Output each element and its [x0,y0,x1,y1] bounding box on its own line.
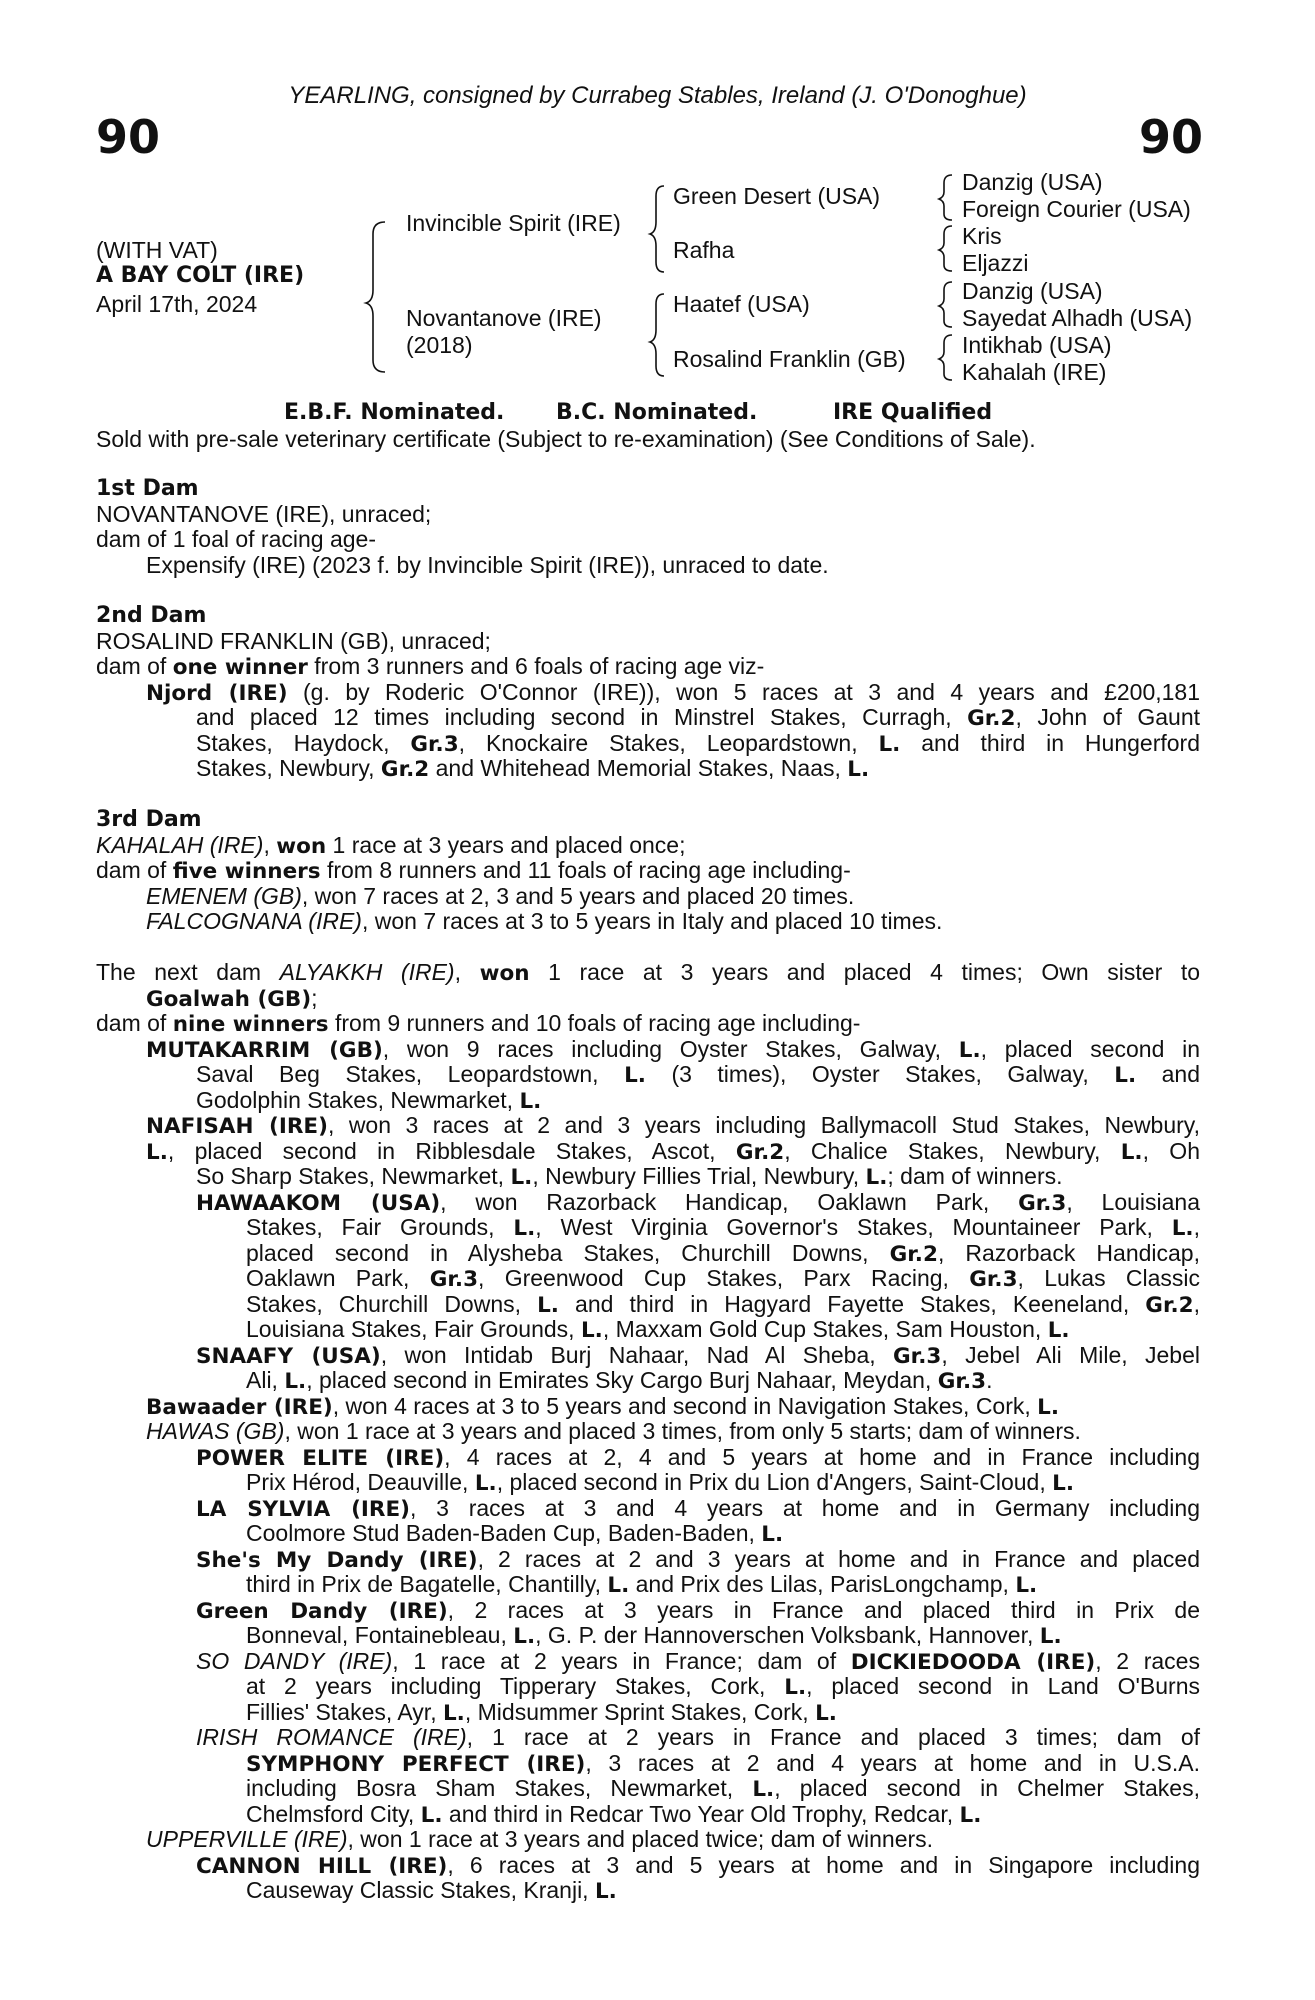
pedigree-sss: Danzig (USA) [962,169,1103,195]
shes-my-dandy-entry-2: third in Prix de Bagatelle, Chantilly, L. and Prix des Lilas, ParisLongchamp, L. [246,1571,1038,1598]
pedigree-sdd: Eljazzi [962,250,1029,276]
hawaakom-entry-5: Stakes, Churchill Downs, L. and third in Hagyard Fayette Stakes, Keeneland, Gr.2, [246,1290,1200,1318]
next-dam-produce-intro: dam of nine winners from 9 runners and 10 foals of racing age including- [96,1010,861,1037]
pedigree-dds: Intikhab (USA) [962,332,1112,358]
lot-number-left: 90 [96,110,161,164]
hawaakom-entry: HAWAAKOM (USA), won Razorback Handicap, Oaklawn Park, Gr.3, Louisiana [196,1188,1201,1216]
pedigree-dam-sire: Haatef (USA) [673,291,810,317]
foaling-date: April 17th, 2024 [96,291,258,317]
so-dandy-entry-3: Fillies' Stakes, Ayr, L., Midsummer Sprint Stakes, Cork, L. [246,1698,837,1726]
first-dam-section [96,476,1200,578]
mutakarrim-entry-3: Godolphin Stakes, Newmarket, L. [196,1086,542,1114]
hawas-entry: HAWAS (GB), won 1 race at 3 years and placed 3 times, from only 5 starts; dam of winners. [146,1418,1081,1444]
hawaakom-entry-6: Louisiana Stakes, Fair Grounds, L., Maxxam Gold Cup Stakes, Sam Houston, L. [246,1316,1070,1343]
pedigree-dss: Danzig (USA) [962,278,1103,304]
pedigree-sire-sire: Green Desert (USA) [673,183,881,209]
upperville-entry: UPPERVILLE (IRE), won 1 race at 3 years and placed twice; dam of winners. [146,1826,934,1852]
pedigree-sire: Invincible Spirit (IRE) [406,210,621,236]
second-dam-line: ROSALIND FRANKLIN (GB), unraced; [96,627,491,654]
nafisah-entry-2: L., placed second in Ribblesdale Stakes, Ascot, Gr.2, Chalice Stakes, Newbury, L., Oh [146,1137,1200,1165]
second-dam-section [96,603,1200,782]
pedigree-ddd: Kahalah (IRE) [962,359,1107,385]
nafisah-entry: NAFISAH (IRE), won 3 races at 2 and 3 years including Ballymacoll Stud Stakes, Newbury, [146,1112,1200,1139]
third-dam-section [96,807,1200,935]
first-dam-produce-intro: dam of 1 foal of racing age- [96,526,376,552]
irish-romance-entry-4: Chelmsford City, L. and third in Redcar Two Year Old Trophy, Redcar, L. [246,1800,982,1828]
njord-entry-4: Stakes, Newbury, Gr.2 and Whitehead Memorial Stakes, Naas, L. [196,755,870,782]
falcognana-entry: FALCOGNANA (IRE), won 7 races at 3 to 5 years in Italy and placed 10 times. [146,908,943,934]
nafisah-entry-3: So Sharp Stakes, Newmarket, L., Newbury Fillies Trial, Newbury, L.; dam of winners. [196,1163,1063,1190]
second-dam-produce-intro: dam of one winner from 3 runners and 6 foals of racing age viz- [96,653,765,680]
power-elite-entry-2: Prix Hérod, Deauville, L., placed second in Prix du Lion d'Angers, Saint-Cloud, L. [246,1469,1074,1496]
pedigree-sire-dam: Rafha [673,237,735,263]
cannon-hill-entry-2: Causeway Classic Stakes, Kranji, L. [246,1877,617,1904]
hawaakom-entry-4: Oaklawn Park, Gr.3, Greenwood Cup Stakes, Parx Racing, Gr.3, Lukas Classic [246,1265,1201,1292]
la-sylvia-entry-2: Coolmore Stud Baden-Baden Cup, Baden-Baden, L. [246,1520,784,1547]
third-dam-produce-intro: dam of five winners from 8 runners and 11 foals of racing age including- [96,857,851,884]
njord-entry: Njord (IRE) (g. by Roderic O'Connor (IRE)), won 5 races at 3 and 4 years and £200,181 [146,678,1201,706]
bc-nomination: B.C. Nominated. [556,400,758,425]
so-dandy-entry: SO DANDY (IRE), 1 race at 2 years in France; dam of DICKIEDOODA (IRE), 2 races [196,1647,1200,1675]
pedigree-sds: Kris [962,223,1002,249]
irish-romance-entry: IRISH ROMANCE (IRE), 1 race at 2 years in France and placed 3 times; dam of [196,1724,1201,1750]
pedigree-dam-dam: Rosalind Franklin (GB) [673,346,906,372]
emenem-entry: EMENEM (GB), won 7 races at 2, 3 and 5 years and placed 20 times. [146,882,855,909]
irish-romance-entry-2: SYMPHONY PERFECT (IRE), 3 races at 2 and 4 years at home and in U.S.A. [246,1749,1200,1777]
vet-certificate-note: Sold with pre-sale veterinary certificate (Subject to re-examination) (See Conditions of Sale). [96,426,1036,452]
njord-entry-2: and placed 12 times including second in Minstrel Stakes, Curragh, Gr.2, John of Gaunt [196,704,1201,731]
second-dam-heading: 2nd Dam [96,603,207,628]
third-dam-heading: 3rd Dam [96,807,202,832]
bawaader-entry: Bawaader (IRE), won 4 races at 3 to 5 years and second in Navigation Stakes, Cork, L. [146,1392,1060,1420]
horse-name: A BAY COLT (IRE) [96,263,305,288]
third-dam-line: KAHALAH (IRE), won 1 race at 3 years and placed once; [96,831,686,859]
ire-qualified: IRE Qualified [833,400,993,425]
consignment-line: YEARLING, consigned by Currabeg Stables, Ireland (J. O'Donoghue) [288,82,1027,109]
green-dandy-entry: Green Dandy (IRE), 2 races at 3 years in France and placed third in Prix de [196,1596,1200,1624]
mutakarrim-entry-2: Saval Beg Stakes, Leopardstown, L. (3 times), Oyster Stakes, Galway, L. and [196,1061,1201,1088]
first-dam-heading: 1st Dam [96,476,199,501]
next-dam-sister: Goalwah (GB); [146,984,318,1012]
irish-romance-entry-3: including Bosra Sham Stakes, Newmarket, L., placed second in Chelmer Stakes, [246,1775,1200,1802]
mutakarrim-entry: MUTAKARRIM (GB), won 9 races including Oyster Stakes, Galway, L., placed second in [146,1035,1201,1063]
cannon-hill-entry: CANNON HILL (IRE), 6 races at 3 and 5 years at home and in Singapore including [196,1851,1200,1879]
pedigree-dam: Novantanove (IRE) [406,305,602,331]
vat-note: (WITH VAT) [96,237,218,263]
next-dam-section [96,960,1200,1904]
so-dandy-entry-2: at 2 years including Tipperary Stakes, Cork, L., placed second in Land O'Burns [246,1673,1200,1700]
pedigree-ssd: Foreign Courier (USA) [962,196,1191,222]
pedigree-dsd: Sayedat Alhadh (USA) [962,305,1193,331]
pedigree-dam-year: (2018) [406,332,473,358]
first-dam-line: NOVANTANOVE (IRE), unraced; [96,500,432,527]
first-dam-produce: Expensify (IRE) (2023 f. by Invincible Spirit (IRE)), unraced to date. [146,551,829,578]
lot-number-right: 90 [1138,110,1203,164]
next-dam-line: The next dam ALYAKKH (IRE), won 1 race at 3 years and placed 4 times; Own sister to [96,959,1201,986]
shes-my-dandy-entry: She's My Dandy (IRE), 2 races at 2 and 3 years at home and in France and placed [196,1545,1200,1573]
power-elite-entry: POWER ELITE (IRE), 4 races at 2, 4 and 5 years at home and in France including [196,1443,1200,1471]
ebf-nomination: E.B.F. Nominated. [284,400,505,425]
hawaakom-entry-2: Stakes, Fair Grounds, L., West Virginia Governor's Stakes, Mountaineer Park, L., [246,1214,1200,1241]
snaafy-entry-2: Ali, L., placed second in Emirates Sky Cargo Burj Nahaar, Meydan, Gr.3. [246,1367,993,1394]
la-sylvia-entry: LA SYLVIA (IRE), 3 races at 3 and 4 years at home and in Germany including [196,1494,1200,1522]
snaafy-entry: SNAAFY (USA), won Intidab Burj Nahaar, Nad Al Sheba, Gr.3, Jebel Ali Mile, Jebel [196,1341,1200,1369]
njord-entry-3: Stakes, Haydock, Gr.3, Knockaire Stakes, Leopardstown, L. and third in Hungerford [196,729,1200,757]
green-dandy-entry-2: Bonneval, Fontainebleau, L., G. P. der Hannoverschen Volksbank, Hannover, L. [246,1622,1062,1649]
hawaakom-entry-3: placed second in Alysheba Stakes, Churchill Downs, Gr.2, Razorback Handicap, [246,1239,1200,1267]
